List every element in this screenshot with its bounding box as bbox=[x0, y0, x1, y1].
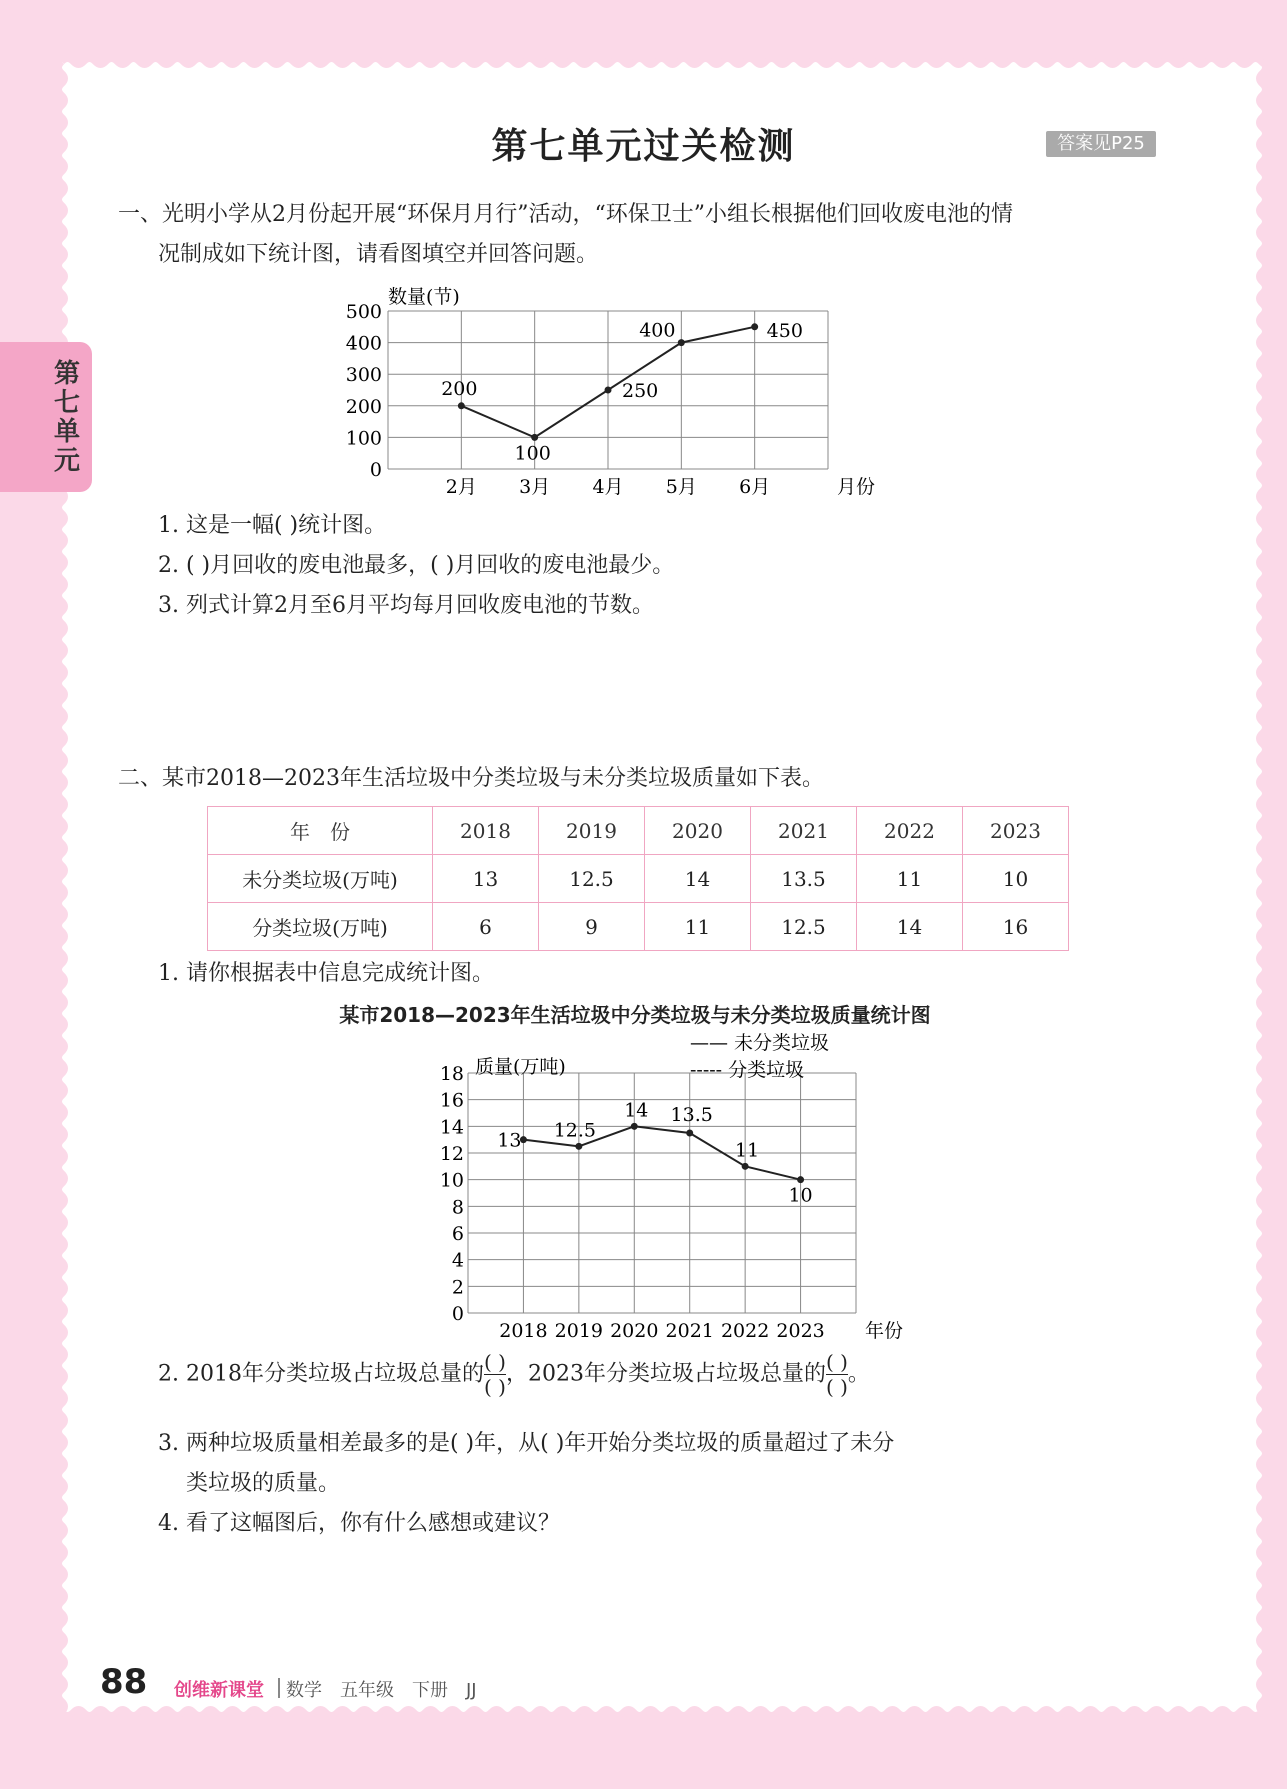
y-tick-label: 0 bbox=[451, 1303, 464, 1325]
table-cell: 14 bbox=[645, 855, 751, 903]
fraction-denominator: ( ) bbox=[483, 1375, 506, 1399]
table-cell: 11 bbox=[857, 855, 963, 903]
table-header-cell: 2018 bbox=[433, 807, 539, 855]
x-tick-label: 2018 bbox=[499, 1320, 548, 1342]
table-cell: 14 bbox=[857, 903, 963, 951]
section1-question-1: 1. 这是一幅( )统计图。 bbox=[158, 513, 387, 538]
fraction-blank-2023[interactable] bbox=[826, 1350, 848, 1399]
data-label: 200 bbox=[441, 377, 478, 400]
footer-brand: 创维新课堂 bbox=[174, 1680, 264, 1701]
data-point bbox=[686, 1130, 693, 1137]
table-header-cell: 2021 bbox=[751, 807, 857, 855]
y-tick-label: 18 bbox=[439, 1063, 464, 1085]
q2-middle: ，2023年分类垃圾占垃圾总量的 bbox=[505, 1361, 826, 1387]
battery-line-chart bbox=[330, 275, 950, 505]
y-axis-label: 数量(节) bbox=[388, 286, 460, 308]
chart2-title: 某市2018—2023年生活垃圾中分类垃圾与未分类垃圾质量统计图 bbox=[339, 1003, 931, 1027]
data-label: 250 bbox=[622, 380, 659, 402]
footer-divider bbox=[278, 1678, 280, 1698]
answer-reference-badge: 答案见P25 bbox=[1046, 131, 1156, 157]
q2-prefix: 2. 2018年分类垃圾占垃圾总量的 bbox=[158, 1361, 484, 1387]
data-label: 100 bbox=[514, 442, 551, 465]
section2-question-3-line2: 类垃圾的质量。 bbox=[186, 1471, 341, 1496]
x-tick-label: 2020 bbox=[610, 1320, 659, 1342]
section2-question-4: 4. 看了这幅图后，你有什么感想或建议？ bbox=[158, 1511, 560, 1536]
table-header-cell: 2023 bbox=[963, 807, 1069, 855]
garbage-line-chart bbox=[430, 1025, 910, 1345]
table-header-cell: 2019 bbox=[539, 807, 645, 855]
section2-question-3-line1: 3. 两种垃圾质量相差最多的是( )年，从( )年开始分类垃圾的质量超过了未分 bbox=[158, 1431, 895, 1456]
data-label: 14 bbox=[624, 1099, 649, 1122]
y-tick-label: 400 bbox=[345, 332, 382, 355]
data-point bbox=[458, 402, 465, 409]
data-label: 13 bbox=[497, 1129, 522, 1152]
y-axis-label: 质量(万吨) bbox=[475, 1056, 566, 1078]
y-tick-label: 0 bbox=[369, 459, 382, 481]
data-label: 10 bbox=[788, 1184, 813, 1207]
y-tick-label: 6 bbox=[451, 1223, 464, 1245]
table-cell: 未分类垃圾(万吨) bbox=[208, 855, 433, 903]
table-header-cell: 年 份 bbox=[208, 807, 433, 855]
table-cell: 16 bbox=[963, 903, 1069, 951]
data-point bbox=[575, 1143, 582, 1150]
section2-intro: 二、某市2018—2023年生活垃圾中分类垃圾与未分类垃圾质量如下表。 bbox=[118, 766, 824, 791]
x-tick-label: 5月 bbox=[665, 476, 697, 498]
y-tick-label: 100 bbox=[345, 427, 382, 450]
data-point bbox=[751, 323, 758, 330]
data-label: 450 bbox=[766, 319, 803, 342]
x-axis-label: 月份 bbox=[836, 476, 876, 498]
legend-item-sorted: ----- 分类垃圾 bbox=[690, 1059, 805, 1081]
fraction-blank-2018[interactable] bbox=[484, 1350, 506, 1399]
y-tick-label: 200 bbox=[345, 395, 382, 418]
data-point bbox=[631, 1123, 638, 1130]
x-tick-label: 2023 bbox=[776, 1320, 825, 1342]
page-number: 88 bbox=[100, 1662, 148, 1702]
section1-question-3: 3. 列式计算2月至6月平均每月回收废电池的节数。 bbox=[158, 593, 654, 618]
fraction-denominator: ( ) bbox=[825, 1375, 848, 1399]
table-cell: 13.5 bbox=[751, 855, 857, 903]
table-cell: 12.5 bbox=[751, 903, 857, 951]
unit-side-tab-label: 第七单元 bbox=[53, 359, 80, 476]
x-tick-label: 2019 bbox=[554, 1320, 604, 1342]
data-point bbox=[531, 434, 538, 441]
x-tick-label: 6月 bbox=[739, 476, 771, 498]
x-tick-label: 2021 bbox=[665, 1320, 714, 1342]
table-cell: 10 bbox=[963, 855, 1069, 903]
x-axis-label: 年份 bbox=[864, 1320, 904, 1342]
y-tick-label: 16 bbox=[439, 1089, 464, 1112]
x-tick-label: 2022 bbox=[720, 1320, 770, 1342]
y-tick-label: 8 bbox=[451, 1196, 464, 1219]
fraction-numerator: ( ) bbox=[483, 1350, 506, 1374]
y-tick-label: 300 bbox=[345, 364, 382, 387]
data-label: 400 bbox=[639, 319, 676, 342]
table-cell: 12.5 bbox=[539, 855, 645, 903]
x-tick-label: 3月 bbox=[519, 476, 551, 498]
data-point bbox=[605, 387, 612, 394]
fraction-numerator: ( ) bbox=[825, 1350, 848, 1374]
y-tick-label: 12 bbox=[439, 1143, 464, 1165]
data-point bbox=[797, 1176, 804, 1183]
table-cell: 11 bbox=[645, 903, 751, 951]
x-tick-label: 2月 bbox=[445, 476, 477, 498]
garbage-data-table bbox=[207, 806, 1069, 951]
section2-question-2 bbox=[158, 1350, 1208, 1410]
data-point bbox=[678, 339, 685, 346]
y-tick-label: 14 bbox=[439, 1116, 464, 1139]
table-header-cell: 2020 bbox=[645, 807, 751, 855]
y-tick-label: 10 bbox=[439, 1169, 464, 1192]
section1-question-2: 2. ( )月回收的废电池最多，( )月回收的废电池最少。 bbox=[158, 553, 675, 578]
table-cell: 13 bbox=[433, 855, 539, 903]
legend-item-unsorted: —— 未分类垃圾 bbox=[690, 1032, 830, 1054]
section2-question-1: 1. 请你根据表中信息完成统计图。 bbox=[158, 961, 494, 986]
data-point bbox=[742, 1163, 749, 1170]
footer-meta: 数学 五年级 下册 JJ bbox=[286, 1680, 477, 1701]
table-cell: 9 bbox=[539, 903, 645, 951]
y-tick-label: 4 bbox=[451, 1249, 464, 1272]
q2-suffix: 。 bbox=[847, 1361, 870, 1387]
section1-intro-line2: 况制成如下统计图，请看图填空并回答问题。 bbox=[158, 242, 599, 267]
table-row bbox=[208, 855, 1069, 903]
table-row bbox=[208, 903, 1069, 951]
table-header-cell: 2022 bbox=[857, 807, 963, 855]
table-cell: 6 bbox=[433, 903, 539, 951]
y-tick-label: 2 bbox=[451, 1276, 464, 1299]
table-header-row bbox=[208, 807, 1069, 855]
data-label: 11 bbox=[735, 1139, 760, 1162]
section1-intro-line1: 一、光明小学从2月份起开展“环保月月行”活动，“环保卫士”小组长根据他们回收废电池的情 bbox=[118, 202, 1013, 227]
y-tick-label: 500 bbox=[345, 301, 382, 323]
data-label: 12.5 bbox=[553, 1119, 597, 1142]
data-label: 13.5 bbox=[670, 1104, 713, 1126]
table-cell: 分类垃圾(万吨) bbox=[208, 903, 433, 951]
x-tick-label: 4月 bbox=[592, 476, 624, 498]
page-title: 第七单元过关检测 bbox=[491, 125, 796, 167]
